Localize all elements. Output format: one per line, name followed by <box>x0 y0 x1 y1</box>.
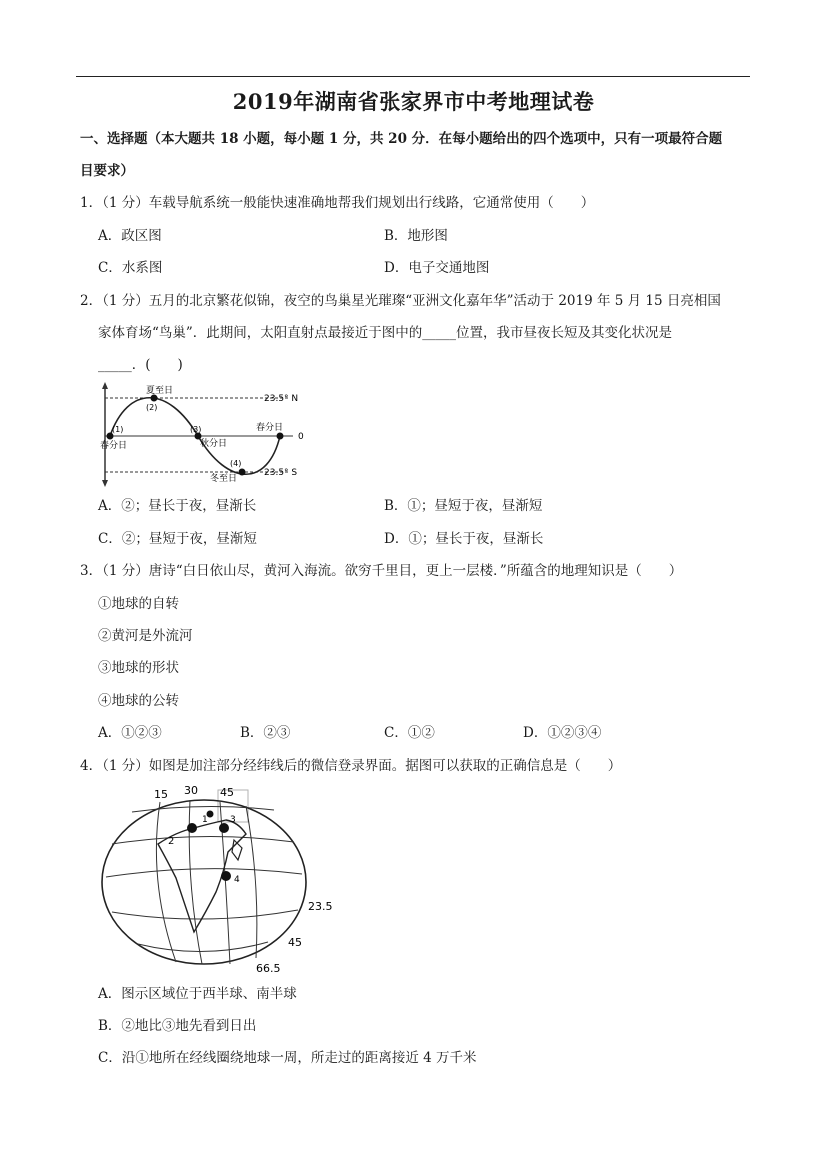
q3-item-2: ②黄河是外流河 <box>98 628 193 644</box>
q1-option-c: C．水系图 <box>98 260 163 276</box>
section-heading-cont: 目要求） <box>80 163 134 179</box>
q2-option-c: C．②；昼短于夜，昼渐短 <box>98 531 257 547</box>
globe-marker-3: 3 <box>230 815 236 825</box>
top-rule <box>76 76 750 77</box>
lat-23-5-n: 23.5° N <box>264 394 299 404</box>
lon-45: 45 <box>220 786 234 799</box>
q2-stem-line3: _____．( ) <box>98 357 183 373</box>
q3-item-4: ④地球的公转 <box>98 693 179 709</box>
lat-0: 0 <box>298 432 304 442</box>
marker-4: (4) <box>230 459 242 468</box>
q3-item-1: ①地球的自转 <box>98 596 179 612</box>
label-summer-solstice: 夏至日 <box>146 386 174 396</box>
label-autumn-equinox: 秋分日 <box>200 439 228 449</box>
marker-1: (1) <box>112 425 124 434</box>
label-winter-solstice: 冬至日 <box>210 474 238 484</box>
q4-option-a: A．图示区域位于西半球、南半球 <box>98 986 297 1002</box>
globe-point-4 <box>221 871 231 881</box>
label-spring-equinox-2: 春分日 <box>256 423 284 433</box>
globe-point-2 <box>187 823 197 833</box>
q2-option-a: A．②；昼长于夜，昼渐长 <box>98 498 257 514</box>
q4-option-c: C．沿①地所在经线圈绕地球一周，所走过的距离接近 4 万千米 <box>98 1050 477 1066</box>
point-5-marker <box>277 433 284 440</box>
q3-item-3: ③地球的形状 <box>98 660 179 676</box>
q3-option-d: D．①②③④ <box>523 725 602 741</box>
q4-globe-figure <box>98 782 348 978</box>
q2-stem-line2: 家体育场“鸟巢”．此期间，太阳直射点最接近于图中的_____位置，我市昼夜长短及其变化状况是 <box>98 325 673 341</box>
globe-marker-4: 4 <box>234 875 240 885</box>
lat-45: 45 <box>288 936 302 949</box>
q1-stem: 1．（1 分）车载导航系统一般能快速准确地帮我们规划出行线路，它通常使用（ ） <box>80 195 595 211</box>
q1-option-d: D．电子交通地图 <box>384 260 490 276</box>
q1-option-b: B．地形图 <box>384 228 448 244</box>
q2-stem-line1: 2．（1 分）五月的北京繁花似锦，夜空的鸟巢星光璀璨“亚洲文化嘉年华”活动于 2019 年 5 月 15 日亮相国 <box>80 293 721 309</box>
lat-66-5: 66.5 <box>256 962 281 975</box>
lat-23-5: 23.5 <box>308 900 333 913</box>
q3-option-a: A．①②③ <box>98 725 162 741</box>
q2-option-d: D．①；昼长于夜，昼渐长 <box>384 531 544 547</box>
lon-15: 15 <box>154 788 168 801</box>
globe-marker-1: 1 <box>202 815 208 825</box>
globe-point-3 <box>219 823 229 833</box>
globe-marker-2: 2 <box>168 836 175 847</box>
q1-option-a: A．政区图 <box>98 228 162 244</box>
lat-23-5-s: 23.5° S <box>264 468 298 478</box>
marker-2: (2) <box>146 403 158 412</box>
q3-option-c: C．①② <box>384 725 435 741</box>
label-spring-equinox: 春分日 <box>100 441 128 451</box>
q2-option-b: B．①；昼短于夜，昼渐短 <box>384 498 543 514</box>
q3-stem: 3．（1 分）唐诗“白日依山尽，黄河入海流。欲穷千里目，更上一层楼．”所蕴含的地理知识是（ ） <box>80 563 683 579</box>
q3-option-b: B．②③ <box>240 725 291 741</box>
page-title: 2019年湖南省张家界市中考地理试卷 <box>232 89 595 114</box>
section-heading: 一、选择题（本大题共 18 小题，每小题 1 分，共 20 分．在每小题给出的四个选项中，只有一项最符合题 <box>80 131 723 147</box>
lon-30: 30 <box>184 784 198 797</box>
q4-option-b: B．②地比③地先看到日出 <box>98 1018 257 1034</box>
point-4-marker <box>239 469 246 476</box>
q2-sun-path-figure <box>98 380 320 488</box>
q4-stem: 4．（1 分）如图是加注部分经纬线后的微信登录界面。据图可以获取的正确信息是（ ） <box>80 758 622 774</box>
marker-3: (3) <box>190 425 202 434</box>
